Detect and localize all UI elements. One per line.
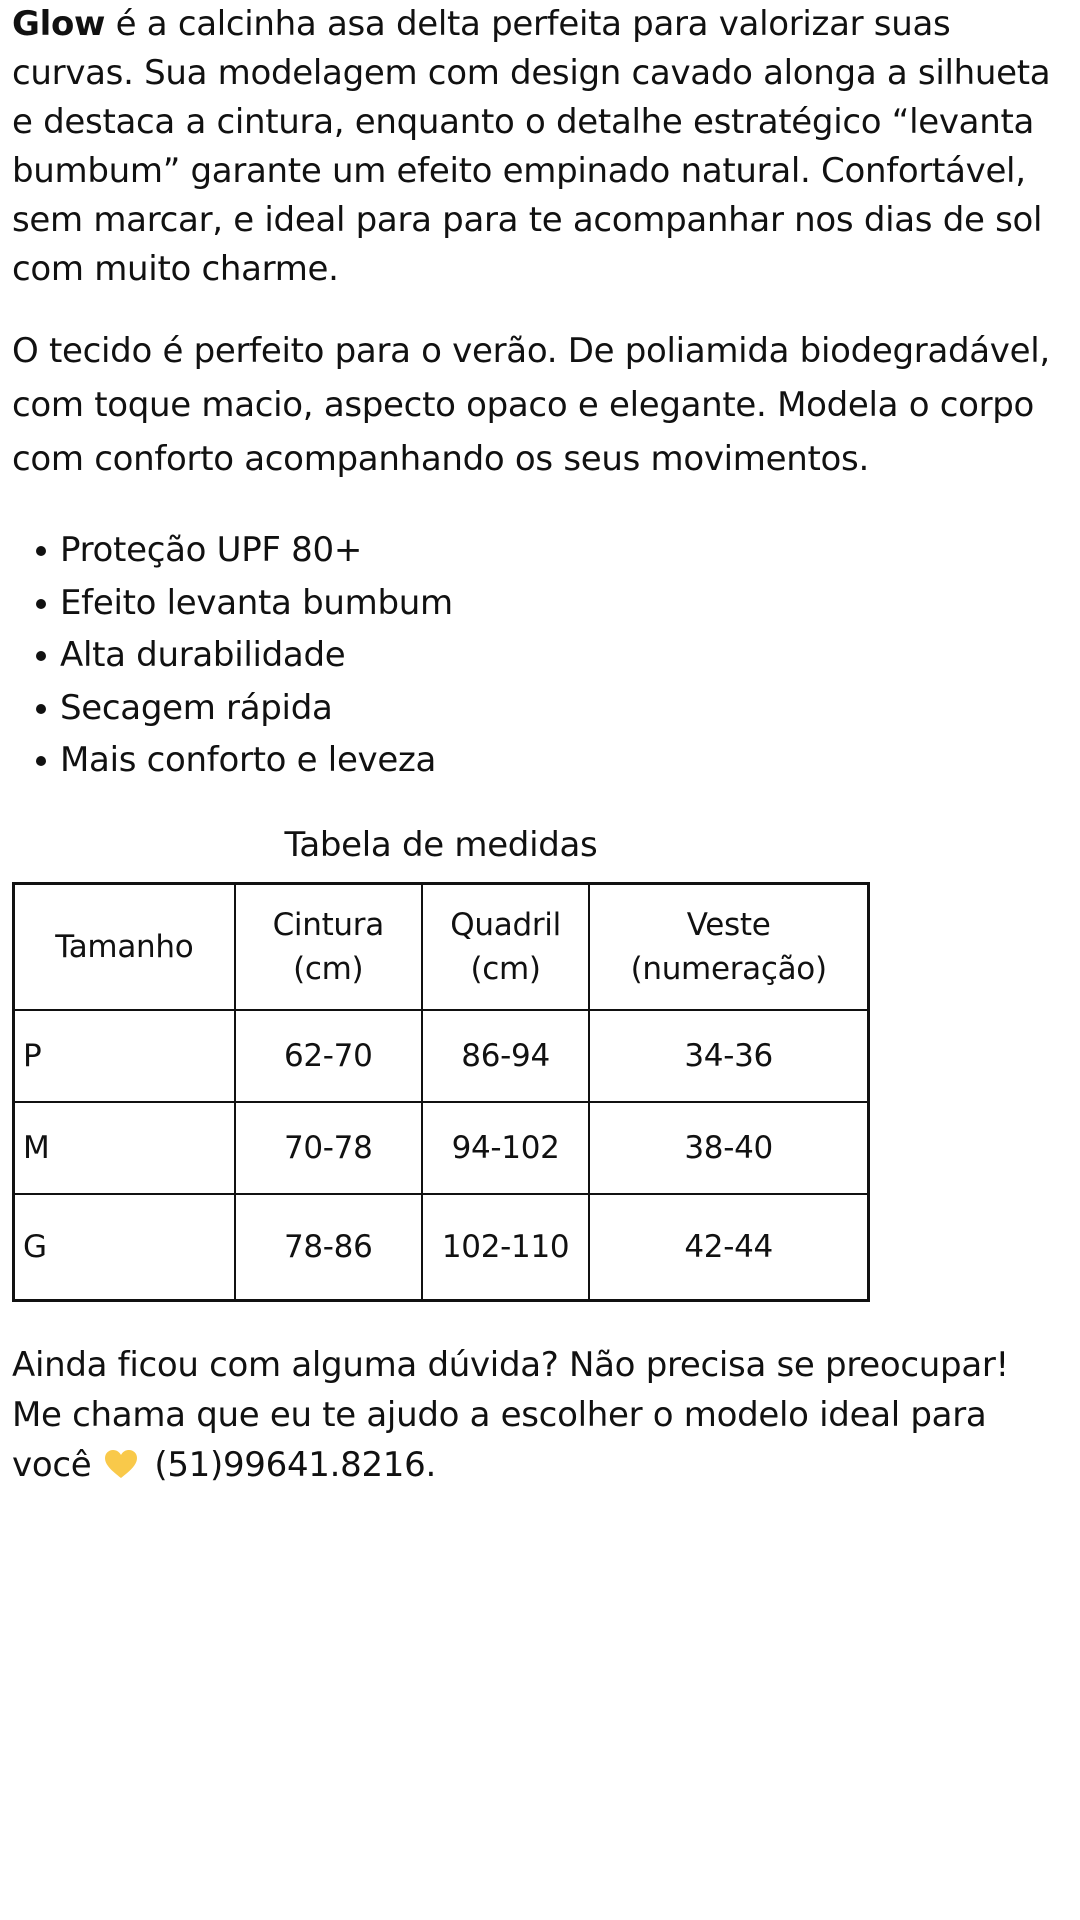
table-row: [14, 1102, 869, 1194]
header-hip: Quadril (cm): [422, 883, 589, 1010]
feature-item: Secagem rápida: [60, 682, 1068, 735]
feature-item: Efeito levanta bumbum: [60, 577, 1068, 630]
cell-size: P: [14, 1010, 235, 1102]
intro-paragraph: [12, 0, 1068, 294]
cell-size: G: [14, 1194, 235, 1301]
contact-text: Ainda ficou com alguma dúvida? Não precisa se preocupar! Me chama que eu te ajudo a escolher o modelo ideal para você: [12, 1344, 1009, 1485]
header-waist: Cintura (cm): [235, 883, 422, 1010]
cell-hip: 86-94: [422, 1010, 589, 1102]
table-header-row: [14, 883, 869, 1010]
feature-item: Alta durabilidade: [60, 629, 1068, 682]
header-size: Tamanho: [14, 883, 235, 1010]
cell-waist: 70-78: [235, 1102, 422, 1194]
feature-item: Proteção UPF 80+: [60, 524, 1068, 577]
intro-text: é a calcinha asa delta perfeita para valorizar suas curvas. Sua modelagem com design cavado alonga a silhueta e destaca a cintura, enquanto o detalhe estratégico “levanta bumbum” garante um efeito empinado natural. Confortável, sem marcar, e ideal para para te acompanhar nos dias de sol com muito charme.: [12, 4, 1051, 289]
cell-hip: 102-110: [422, 1194, 589, 1301]
size-table: [12, 882, 870, 1302]
cell-size: M: [14, 1102, 235, 1194]
feature-list: [12, 524, 1068, 787]
cell-fits: 34-36: [589, 1010, 868, 1102]
cell-hip: 94-102: [422, 1102, 589, 1194]
brand-name: Glow: [12, 4, 106, 44]
fabric-paragraph: O tecido é perfeito para o verão. De poliamida biodegradável, com toque macio, aspecto opaco e elegante. Modela o corpo com conforto acompanhando os seus movimentos.: [12, 331, 1050, 479]
contact-phone: (51)99641.8216.: [143, 1444, 436, 1485]
table-row: [14, 1010, 869, 1102]
contact-paragraph: [12, 1340, 1068, 1490]
feature-item: Mais conforto e leveza: [60, 734, 1068, 787]
size-table-title: Tabela de medidas: [284, 824, 598, 865]
table-row: [14, 1194, 869, 1301]
yellow-heart-icon: [104, 1449, 138, 1479]
cell-fits: 38-40: [589, 1102, 868, 1194]
header-fits: Veste (numeração): [589, 883, 868, 1010]
cell-waist: 78-86: [235, 1194, 422, 1301]
cell-fits: 42-44: [589, 1194, 868, 1301]
heart-shape: [105, 1450, 137, 1478]
cell-waist: 62-70: [235, 1010, 422, 1102]
